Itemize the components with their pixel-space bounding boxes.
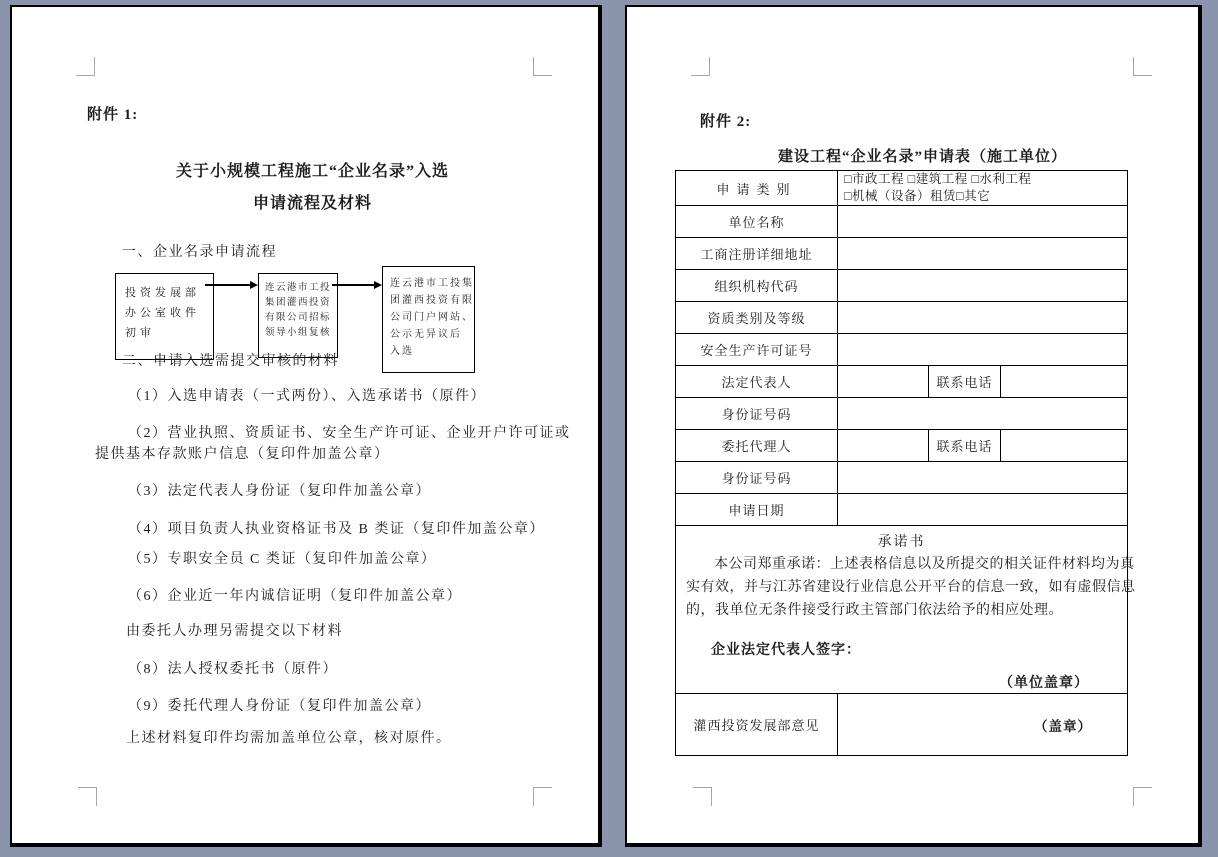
promise-line: 实有效，并与江苏省建设行业信息公开平台的信息一致，如有虚假信息 — [686, 580, 1136, 595]
agent-id-label: 身份证号码 — [676, 462, 838, 494]
flow-box-recheck — [258, 273, 338, 358]
margin-corner-mark-icon — [533, 787, 552, 806]
department-opinion-seal-cell[interactable]: （盖章） — [838, 694, 1128, 756]
material-item-continuation: 提供基本存款账户信息（复印件加盖公章） — [95, 447, 390, 462]
promise-letter-cell — [676, 526, 1136, 694]
flow-box-line: 有限公司招标 — [265, 313, 332, 323]
promise-line: 本公司郑重承诺：上述表格信息以及所提交的相关证件材料均为真 — [714, 557, 1135, 572]
material-item: （3）法定代表人身份证（复印件加盖公章） — [128, 484, 431, 499]
margin-corner-mark-icon — [693, 787, 712, 806]
category-label: 申请类别 — [676, 171, 838, 206]
promise-line: 的，我单位无条件接受行政主管部门依法给予的相应处理。 — [686, 603, 1063, 618]
flow-box-publicity — [382, 266, 475, 373]
closing-note-line: 上述材料复印件均需加盖单位公章，核对原件。 — [126, 731, 452, 746]
category-options-line2: □机械（设备）租赁□其它 — [844, 189, 991, 203]
document-page-2 — [625, 5, 1202, 847]
department-opinion-label: 灌西投资发展部意见 — [676, 694, 838, 756]
attachment-2-label: 附件 2: — [700, 114, 752, 130]
agent-phone-label: 联系电话 — [929, 430, 1001, 462]
margin-corner-mark-icon — [1133, 787, 1152, 806]
margin-corner-mark-icon — [1133, 57, 1152, 76]
qualification-label: 资质类别及等级 — [676, 302, 838, 334]
margin-corner-mark-icon — [533, 57, 552, 76]
agent-note-line: 由委托人办理另需提交以下材料 — [126, 624, 343, 639]
page1-title-line1: 关于小规模工程施工“企业名录”入选 — [175, 163, 449, 180]
margin-corner-mark-icon — [78, 787, 97, 806]
org-code-label: 组织机构代码 — [676, 270, 838, 302]
material-item: （1）入选申请表（一式两份）、入选承诺书（原件） — [128, 389, 486, 404]
material-item: （5）专职安全员 C 类证（复印件加盖公章） — [128, 552, 437, 567]
application-form-table — [675, 170, 1136, 756]
flow-box-line: 集团灌西投资 — [265, 298, 332, 308]
flow-box-line: 公司门户网站、 — [390, 312, 474, 323]
qualification-value-cell[interactable] — [838, 302, 1128, 334]
flow-arrow-icon — [205, 284, 250, 286]
agent-phone-value-cell[interactable] — [1001, 430, 1128, 462]
document-page-1 — [10, 5, 602, 847]
material-item: （8）法人授权委托书（原件） — [128, 662, 338, 677]
safety-license-value-cell[interactable] — [838, 334, 1128, 366]
flow-arrow-icon — [332, 284, 374, 286]
flow-box-line: 连云港市工投集 — [390, 278, 474, 289]
section-2-heading: 二、申请入选需提交审核的材料 — [122, 354, 339, 369]
flow-box-line: 团灌西投资有限 — [390, 295, 474, 306]
flow-box-line: 连云港市工投 — [265, 283, 332, 293]
legal-rep-label: 法定代表人 — [676, 366, 838, 398]
material-item: （6）企业近一年内诚信证明（复印件加盖公章） — [128, 589, 462, 604]
legal-rep-phone-label: 联系电话 — [929, 366, 1001, 398]
flow-box-line: 入选 — [390, 346, 414, 357]
flow-box-line: 公示无异议后 — [390, 329, 462, 340]
flow-box-line: 办公室收件 — [125, 307, 200, 319]
agent-label: 委托代理人 — [676, 430, 838, 462]
promise-title: 承诺书 — [877, 535, 926, 550]
legal-rep-value-cell[interactable] — [838, 366, 929, 398]
material-item: （4）项目负责人执业资格证书及 B 类证（复印件加盖公章） — [128, 522, 545, 537]
section-1-heading: 一、企业名录申请流程 — [122, 245, 277, 260]
company-name-label: 单位名称 — [676, 206, 838, 238]
apply-date-value-cell[interactable] — [838, 494, 1128, 526]
apply-date-label: 申请日期 — [676, 494, 838, 526]
attachment-1-label: 附件 1: — [87, 107, 139, 123]
agent-value-cell[interactable] — [838, 430, 929, 462]
legal-rep-signature-label: 企业法定代表人签字： — [711, 643, 861, 658]
margin-corner-mark-icon — [691, 57, 710, 76]
page2-title: 建设工程“企业名录”申请表（施工单位） — [777, 149, 1067, 165]
page1-title-line2: 申请流程及材料 — [252, 195, 372, 212]
safety-license-label: 安全生产许可证号 — [676, 334, 838, 366]
company-name-value-cell[interactable] — [838, 206, 1128, 238]
material-item: （2）营业执照、资质证书、安全生产许可证、企业开户许可证或 — [128, 426, 571, 441]
org-code-value-cell[interactable] — [838, 270, 1128, 302]
category-options-line1: □市政工程 □建筑工程 □水利工程 — [844, 172, 1032, 186]
address-label: 工商注册详细地址 — [676, 238, 838, 270]
flow-box-line: 投资发展部 — [125, 287, 200, 299]
flow-box-initial-review — [115, 273, 214, 360]
material-item: （9）委托代理人身份证（复印件加盖公章） — [128, 699, 431, 714]
company-seal-placeholder: （单位盖章） — [999, 676, 1090, 691]
address-value-cell[interactable] — [838, 238, 1128, 270]
legal-rep-id-value-cell[interactable] — [838, 398, 1128, 430]
flow-box-line: 领导小组复核 — [265, 328, 332, 338]
agent-id-value-cell[interactable] — [838, 462, 1128, 494]
legal-rep-id-label: 身份证号码 — [676, 398, 838, 430]
category-options-cell[interactable] — [838, 171, 1128, 206]
legal-rep-phone-value-cell[interactable] — [1001, 366, 1128, 398]
flow-box-line: 初审 — [125, 327, 155, 339]
margin-corner-mark-icon — [76, 57, 95, 76]
